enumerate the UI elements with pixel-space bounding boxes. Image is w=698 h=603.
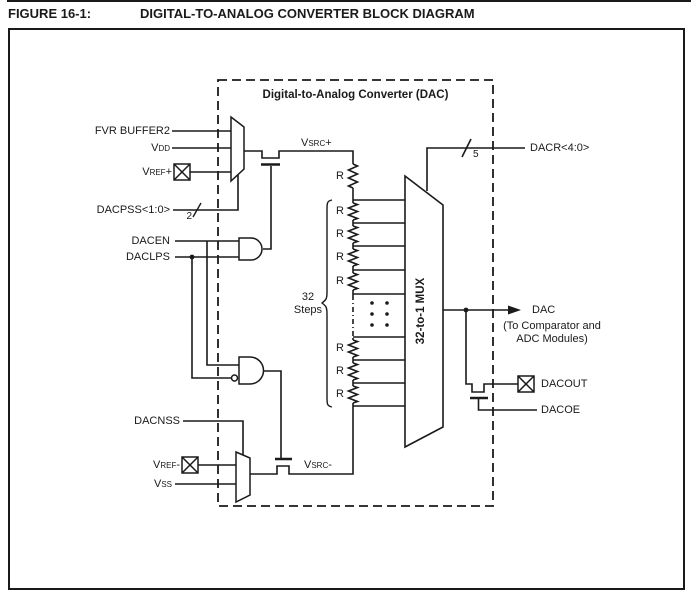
vdd-label: VDD [151,142,170,154]
resistor-label-6: R [336,342,344,354]
resistor-label-4: R [336,251,344,263]
resistor-8 [349,386,358,403]
dacpss-width-label: 2 [186,211,192,222]
vsrc-minus-wire [250,403,353,474]
input-wires [172,131,243,484]
daclps-branch-wire [192,257,232,378]
figure-number: FIGURE 16-1: [8,6,92,21]
dac-arrow-icon [508,306,521,315]
positive-reference-mux [231,117,244,181]
steps-word-label: Steps [293,304,323,316]
fvr-buffer2-label: FVR BUFFER2 [94,125,170,137]
dac-note-line1: (To Comparator and [503,320,601,332]
resistor-label-8: R [336,388,344,400]
resistor-6 [349,340,358,357]
bottom-and-invert-bubble [232,375,238,381]
dac-dashed-boundary [218,80,493,506]
dacen-label: DACEN [131,235,170,247]
dacr-bus [427,139,525,191]
vref-plus-pad-icon [174,164,190,180]
dacen-branch-wire [207,241,239,365]
resistor-label-3: R [336,228,344,240]
vsrc-plus-wire [244,151,353,164]
vref-plus-label: VREF+ [142,166,172,178]
top-and-gate [239,238,262,260]
resistor-ladder [349,164,406,406]
dacr-width-label: 5 [473,149,479,160]
vss-label: VSS [153,478,172,490]
figure-title: DIGITAL-TO-ANALOG CONVERTER BLOCK DIAGRAM [140,6,475,21]
vsrc-minus-label: VSRC- [304,459,332,471]
dac-junction-dot [464,308,469,313]
vref-minus-pad-icon [182,457,198,473]
resistor-3 [349,226,358,243]
enable-logic [232,238,264,384]
negative-reference-mux [236,452,250,502]
resistor-label-2: R [336,205,344,217]
mux-label: 32-to-1 MUX [415,277,427,345]
dacr-label: DACR<4:0> [530,142,590,154]
daclps-junction-dot [190,255,195,260]
daclps-label: DACLPS [125,251,170,263]
dac-output-label: DAC [532,304,556,316]
resistor-5 [349,273,358,290]
dacoe-label: DACOE [541,404,581,416]
resistor-2 [349,203,358,220]
vref-minus-label: VREF- [152,459,180,471]
dacnss-label: DACNSS [134,415,180,427]
dacout-pad-icon [518,376,534,392]
vsrc-plus-label: VSRC+ [301,137,332,149]
dacnss-select-wire [183,421,243,456]
resistor-7 [349,363,358,380]
resistor-4 [349,249,358,266]
bottom-and-output-wire [263,371,281,458]
ellipsis-dots-icon [370,301,389,327]
dacpss-label: DACPSS<1:0> [96,204,170,216]
steps-count-label: 32 [301,291,315,303]
resistor-1 [349,164,358,188]
bottom-and-gate [239,357,264,384]
resistor-label-5: R [336,275,344,287]
dac-box-title: Digital-to-Analog Converter (DAC) [262,89,449,101]
dac-note-line2: ADC Modules) [516,333,588,345]
resistor-label-7: R [336,365,344,377]
top-and-output-wire [263,166,271,249]
resistor-label-1: R [336,170,344,182]
dacoe-wire [479,398,538,410]
vsrc-minus-rail [250,371,353,474]
dacout-label: DACOUT [541,378,588,390]
